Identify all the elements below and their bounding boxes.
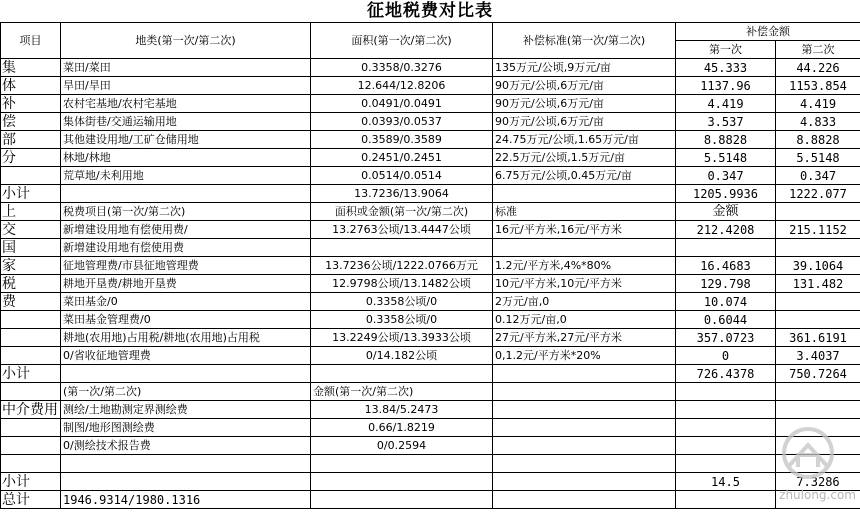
tax-item-cell: 新增建设用地有偿使用费/ <box>61 221 311 239</box>
standard-cell: 90万元/公顷,6万元/亩 <box>493 113 676 131</box>
empty-label-cell <box>1 455 61 473</box>
empty-label-cell <box>1 347 61 365</box>
empty-cell <box>61 455 311 473</box>
fee-amount-cell: 0/0.2594 <box>311 437 493 455</box>
second-cell: 3.4037 <box>776 347 860 365</box>
area-cell: 13.7236公顷/1222.0766万元 <box>311 257 493 275</box>
table-row <box>1 221 860 239</box>
land-type-cell: 林地/林地 <box>61 149 311 167</box>
section2-head-standard: 标准 <box>493 203 676 221</box>
section3-head-amount: 金额(第一次/第二次) <box>311 383 493 401</box>
second-cell: 44.226 <box>776 59 860 77</box>
second-cell: 1153.854 <box>776 77 860 95</box>
tax-item-cell: 新增建设用地有偿使用费 <box>61 239 311 257</box>
standard-cell: 0.12万元/亩,0 <box>493 311 676 329</box>
second-cell: 361.6191 <box>776 329 860 347</box>
empty-cell <box>61 365 311 383</box>
second-cell: 4.833 <box>776 113 860 131</box>
empty-cell <box>311 491 493 509</box>
standard-cell: 24.75万元/公顷,1.65万元/亩 <box>493 131 676 149</box>
first-cell: 10.074 <box>676 293 776 311</box>
area-cell: 0.3358/0.3276 <box>311 59 493 77</box>
table-row <box>1 149 860 167</box>
subtotal-area: 13.7236/13.9064 <box>311 185 493 203</box>
second-cell <box>776 293 860 311</box>
section2-label: 国 <box>1 239 61 257</box>
section2-head-amount: 金额 <box>676 203 776 221</box>
tax-comparison-table <box>0 22 860 509</box>
fee-item-cell: 测绘/土地勘测定界测绘费 <box>61 401 311 419</box>
section2-header-row <box>1 203 860 221</box>
empty-cell <box>676 437 776 455</box>
tax-item-cell: 菜田基金管理费/0 <box>61 311 311 329</box>
section2-label: 费 <box>1 293 61 311</box>
area-cell: 0.3358公顷/0 <box>311 293 493 311</box>
land-type-cell: 农村宅基地/农村宅基地 <box>61 95 311 113</box>
empty-cell <box>493 365 676 383</box>
first-cell: 0 <box>676 347 776 365</box>
first-cell: 16.4683 <box>676 257 776 275</box>
first-cell: 4.419 <box>676 95 776 113</box>
empty-cell <box>776 383 860 401</box>
standard-cell: 16元/平方米,16元/平方米 <box>493 221 676 239</box>
standard-cell: 6.75万元/公顷,0.45万元/亩 <box>493 167 676 185</box>
fee-amount-cell: 0.66/1.8219 <box>311 419 493 437</box>
first-cell: 0.347 <box>676 167 776 185</box>
subtotal-second: 750.7264 <box>776 365 860 383</box>
standard-cell: 0,1.2元/平方米*20% <box>493 347 676 365</box>
empty-cell <box>493 185 676 203</box>
standard-cell: 1.2元/平方米,4%*80% <box>493 257 676 275</box>
table-row <box>1 95 860 113</box>
table-row <box>1 113 860 131</box>
area-cell: 0/14.182公顷 <box>311 347 493 365</box>
land-type-cell: 集体街巷/交通运输用地 <box>61 113 311 131</box>
empty-label-cell <box>1 311 61 329</box>
first-cell: 8.8828 <box>676 131 776 149</box>
land-type-cell: 其他建设用地/工矿仓储用地 <box>61 131 311 149</box>
empty-cell <box>493 455 676 473</box>
subtotal-row <box>1 473 860 491</box>
table-row <box>1 437 860 455</box>
second-cell: 5.5148 <box>776 149 860 167</box>
standard-cell: 2万元/亩,0 <box>493 293 676 311</box>
header-compensation: 补偿金额 <box>676 23 860 41</box>
section3-label: 中介费用 <box>1 401 61 419</box>
fee-item-cell: 制图/地形图测绘费 <box>61 419 311 437</box>
section3-head-item: (第一次/第二次) <box>61 383 311 401</box>
area-cell: 0.0491/0.0491 <box>311 95 493 113</box>
tax-item-cell: 耕地开垦费/耕地开垦费 <box>61 275 311 293</box>
empty-label-cell <box>1 437 61 455</box>
empty-label-cell <box>1 383 61 401</box>
table-row <box>1 131 860 149</box>
area-cell: 12.9798公顷/13.1482公顷 <box>311 275 493 293</box>
section1-label: 分 <box>1 149 61 167</box>
table-row <box>1 275 860 293</box>
empty-cell <box>493 437 676 455</box>
tax-item-cell: 0/省收征地管理费 <box>61 347 311 365</box>
first-cell: 129.798 <box>676 275 776 293</box>
section1-label: 补 <box>1 95 61 113</box>
first-cell: 45.333 <box>676 59 776 77</box>
area-cell: 0.2451/0.2451 <box>311 149 493 167</box>
first-cell <box>676 239 776 257</box>
table-row <box>1 77 860 95</box>
section1-label: 偿 <box>1 113 61 131</box>
section1-label: 部 <box>1 131 61 149</box>
table-row <box>1 257 860 275</box>
standard-cell: 90万元/公顷,6万元/亩 <box>493 77 676 95</box>
empty-label-cell <box>1 329 61 347</box>
table-row <box>1 239 860 257</box>
header-second: 第二次 <box>776 41 860 59</box>
empty-cell <box>776 491 860 509</box>
subtotal-first: 726.4378 <box>676 365 776 383</box>
second-cell: 215.1152 <box>776 221 860 239</box>
empty-cell <box>493 401 676 419</box>
first-cell: 0.6044 <box>676 311 776 329</box>
empty-cell <box>776 401 860 419</box>
table-row <box>1 311 860 329</box>
area-cell <box>311 239 493 257</box>
empty-cell <box>776 203 860 221</box>
first-cell: 1137.96 <box>676 77 776 95</box>
empty-label-cell <box>1 167 61 185</box>
table-row <box>1 293 860 311</box>
table-row <box>1 401 860 419</box>
empty-cell <box>311 365 493 383</box>
area-cell: 0.0514/0.0514 <box>311 167 493 185</box>
standard-cell: 10元/平方米,10元/平方米 <box>493 275 676 293</box>
table-row <box>1 419 860 437</box>
second-cell: 8.8828 <box>776 131 860 149</box>
empty-cell <box>776 437 860 455</box>
standard-cell: 27元/平方米,27元/平方米 <box>493 329 676 347</box>
header-standard: 补偿标准(第一次/第二次) <box>493 23 676 59</box>
header-item: 项目 <box>1 23 61 59</box>
subtotal-second: 7.3286 <box>776 473 860 491</box>
subtotal-row <box>1 365 860 383</box>
standard-cell: 135万元/公顷,9万元/亩 <box>493 59 676 77</box>
table-row <box>1 347 860 365</box>
subtotal-second: 1222.077 <box>776 185 860 203</box>
empty-label-cell <box>1 419 61 437</box>
first-cell: 357.0723 <box>676 329 776 347</box>
empty-cell <box>676 419 776 437</box>
empty-cell <box>61 185 311 203</box>
empty-cell <box>493 491 676 509</box>
header-first: 第一次 <box>676 41 776 59</box>
header-area: 面积(第一次/第二次) <box>311 23 493 59</box>
area-cell: 12.644/12.8206 <box>311 77 493 95</box>
tax-item-cell: 菜田基金/0 <box>61 293 311 311</box>
empty-cell <box>311 455 493 473</box>
table-row <box>1 329 860 347</box>
fee-item-cell: 0/测绘技术报告费 <box>61 437 311 455</box>
area-cell: 0.0393/0.0537 <box>311 113 493 131</box>
second-cell <box>776 311 860 329</box>
area-cell: 13.2763公顷/13.4447公顷 <box>311 221 493 239</box>
empty-cell <box>776 419 860 437</box>
empty-cell <box>493 383 676 401</box>
second-cell: 0.347 <box>776 167 860 185</box>
watermark-text: zhulong.com <box>779 488 856 502</box>
subtotal-label: 小计 <box>1 365 61 383</box>
spacer-row <box>1 455 860 473</box>
subtotal-label: 小计 <box>1 473 61 491</box>
land-type-cell: 旱田/旱田 <box>61 77 311 95</box>
tax-item-cell: 耕地(农用地)占用税/耕地(农用地)占用税 <box>61 329 311 347</box>
section2-head-area: 面积或金额(第一次/第二次) <box>311 203 493 221</box>
empty-cell <box>676 491 776 509</box>
subtotal-label: 小计 <box>1 185 61 203</box>
first-cell: 212.4208 <box>676 221 776 239</box>
table-row <box>1 59 860 77</box>
standard-cell: 90万元/公顷,6万元/亩 <box>493 95 676 113</box>
section1-label: 集 <box>1 59 61 77</box>
empty-cell <box>676 401 776 419</box>
area-cell: 13.2249公顷/13.3933公顷 <box>311 329 493 347</box>
land-type-cell: 荒草地/未利用地 <box>61 167 311 185</box>
empty-cell <box>676 383 776 401</box>
section2-label: 交 <box>1 221 61 239</box>
land-type-cell: 菜田/菜田 <box>61 59 311 77</box>
subtotal-first: 14.5 <box>676 473 776 491</box>
fee-amount-cell: 13.84/5.2473 <box>311 401 493 419</box>
section2-head-item: 税费项目(第一次/第二次) <box>61 203 311 221</box>
section3-header-row <box>1 383 860 401</box>
total-row <box>1 491 860 509</box>
empty-cell <box>311 473 493 491</box>
second-cell: 131.482 <box>776 275 860 293</box>
header-land-type: 地类(第一次/第二次) <box>61 23 311 59</box>
section2-label: 税 <box>1 275 61 293</box>
table-row <box>1 167 860 185</box>
empty-cell <box>493 419 676 437</box>
second-cell: 39.1064 <box>776 257 860 275</box>
section1-label: 体 <box>1 77 61 95</box>
total-value: 1946.9314/1980.1316 <box>61 491 311 509</box>
first-cell: 3.537 <box>676 113 776 131</box>
area-cell: 0.3358公顷/0 <box>311 311 493 329</box>
section2-label: 家 <box>1 257 61 275</box>
second-cell <box>776 239 860 257</box>
header-row <box>1 23 860 41</box>
section2-label: 上 <box>1 203 61 221</box>
first-cell: 5.5148 <box>676 149 776 167</box>
empty-cell <box>776 455 860 473</box>
subtotal-first: 1205.9936 <box>676 185 776 203</box>
total-label: 总计 <box>1 491 61 509</box>
table-title: 征地税费对比表 <box>367 1 493 21</box>
standard-cell: 22.5万元/公顷,1.5万元/亩 <box>493 149 676 167</box>
tax-item-cell: 征地管理费/市县征地管理费 <box>61 257 311 275</box>
standard-cell <box>493 239 676 257</box>
empty-cell <box>61 473 311 491</box>
empty-cell <box>676 455 776 473</box>
empty-cell <box>493 473 676 491</box>
area-cell: 0.3589/0.3589 <box>311 131 493 149</box>
subtotal-row <box>1 185 860 203</box>
second-cell: 4.419 <box>776 95 860 113</box>
